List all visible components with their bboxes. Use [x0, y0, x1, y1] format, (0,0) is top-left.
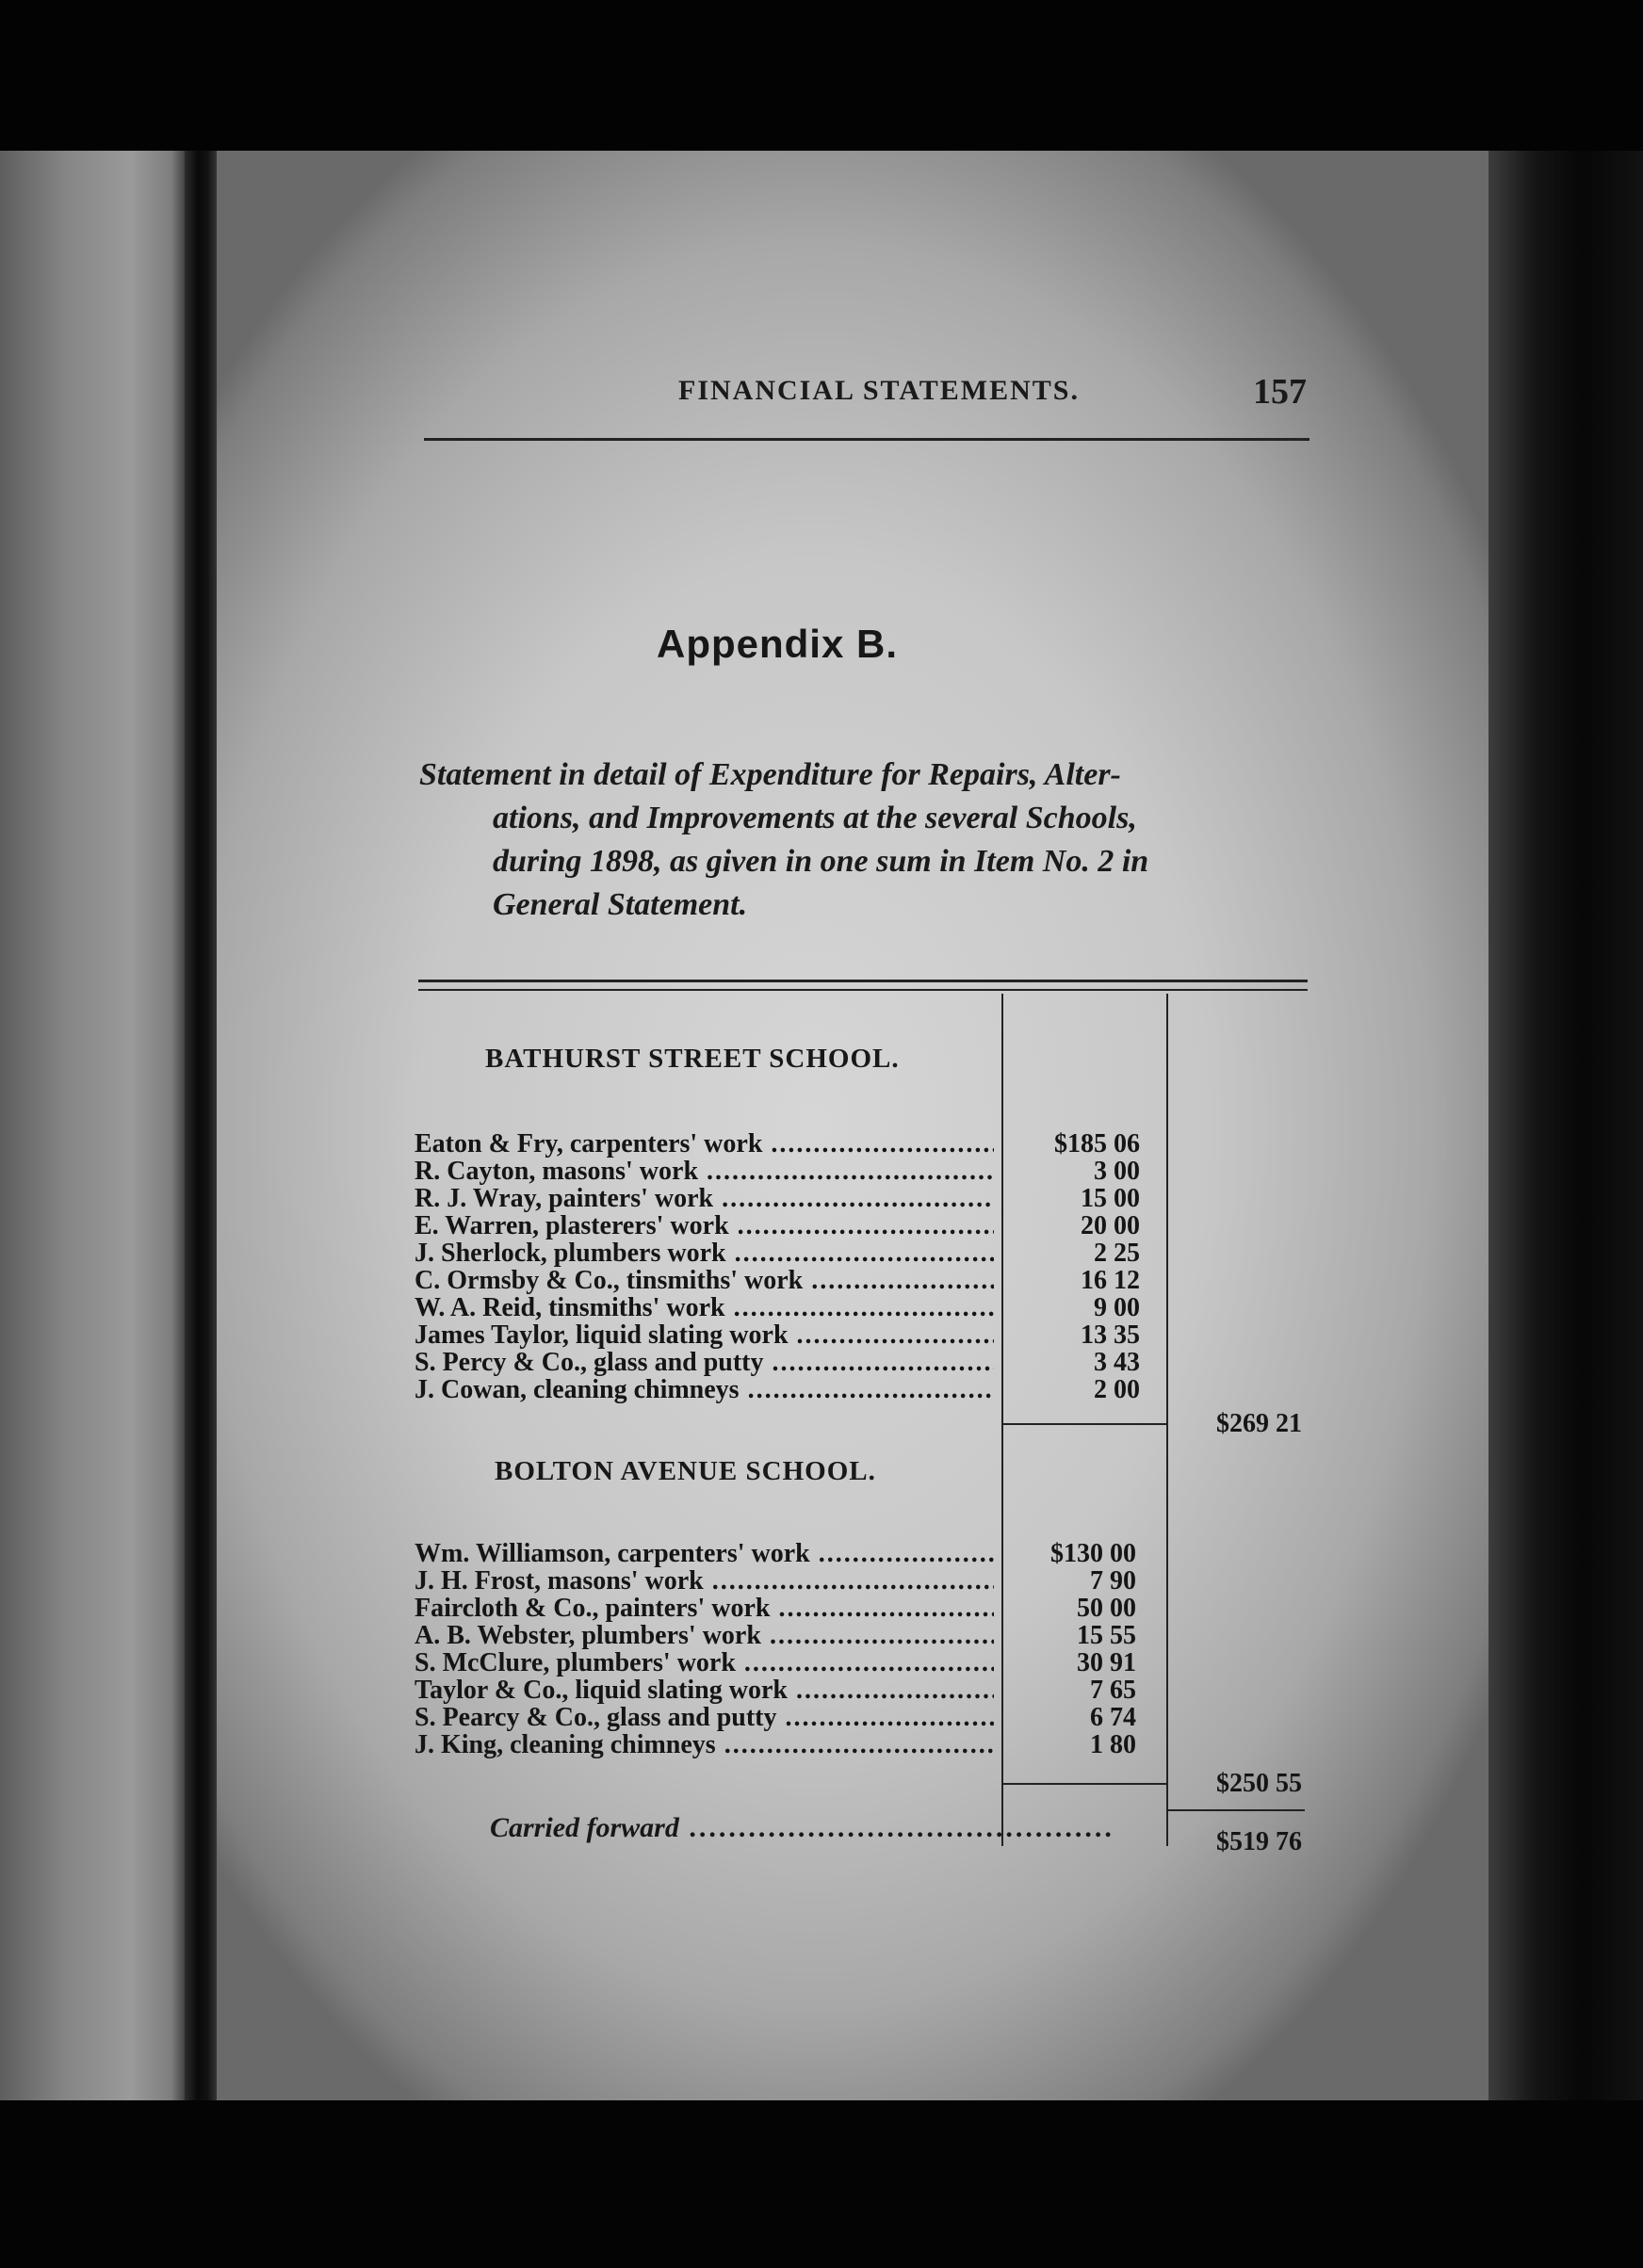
table-row-label: S. Percy & Co., glass and putty ..... — [415, 1349, 994, 1376]
table-row-label: Wm. Williamson, carpenters' work ..... — [415, 1540, 994, 1567]
table-row-amount: 6 74 — [1090, 1703, 1136, 1732]
table-top-rule — [418, 980, 1308, 982]
table-row-label: J. H. Frost, masons' work ..... — [415, 1567, 994, 1595]
scan-right-edge — [1488, 151, 1643, 2100]
table-row-label: J. King, cleaning chimneys ..... — [415, 1731, 994, 1758]
subtotal-rule-1 — [1001, 1423, 1168, 1425]
table-row-amount: 7 90 — [1090, 1566, 1136, 1596]
appendix-title: Appendix B. — [656, 622, 898, 666]
table-row-label: Taylor & Co., liquid slating work ..... — [415, 1677, 994, 1704]
table-row-amount: 2 00 — [1094, 1375, 1140, 1404]
table-row-label: Eaton & Fry, carpenters' work ..... — [415, 1130, 994, 1158]
scan-bottom-margin — [0, 2100, 1643, 2268]
scan-top-margin — [0, 0, 1643, 151]
facing-page — [0, 151, 187, 2100]
table-row-label: C. Ormsby & Co., tinsmiths' work ..... — [415, 1267, 994, 1294]
table-row-amount: 50 00 — [1077, 1594, 1136, 1623]
table-row-label: A. B. Webster, plumbers' work ..... — [415, 1622, 994, 1649]
intro-paragraph — [419, 753, 1314, 927]
table-row-label: R. J. Wray, painters' work ..... — [415, 1185, 994, 1212]
table-row-amount: 15 55 — [1077, 1621, 1136, 1650]
section-title-bathurst: BATHURST STREET SCHOOL. — [485, 1044, 900, 1074]
intro-line-2: ations, and Improvements at the several Schools, — [493, 801, 1137, 835]
page-sheet — [217, 151, 1488, 2100]
header-rule — [424, 438, 1310, 441]
section-title-bolton: BOLTON AVENUE SCHOOL. — [495, 1456, 876, 1486]
running-title: FINANCIAL STATEMENTS. — [678, 375, 1080, 406]
table-row-amount: 30 91 — [1077, 1648, 1136, 1677]
carried-forward-amount: $519 76 — [1216, 1827, 1302, 1856]
table-row-label: Faircloth & Co., painters' work ..... — [415, 1595, 994, 1622]
table-row-label: S. McClure, plumbers' work ..... — [415, 1649, 994, 1677]
table-row-amount: 2 25 — [1094, 1239, 1140, 1268]
table-row-amount: 16 12 — [1081, 1266, 1140, 1295]
table-row-amount: 3 00 — [1094, 1157, 1140, 1186]
table-top-rule-2 — [418, 989, 1308, 991]
table-row-label: James Taylor, liquid slating work ..... — [415, 1321, 994, 1349]
table-row-label: J. Cowan, cleaning chimneys ..... — [415, 1376, 994, 1403]
table-row-amount: $130 00 — [1050, 1539, 1136, 1568]
table-row-label: E. Warren, plasterers' work ..... — [415, 1212, 994, 1239]
table-row-amount: 20 00 — [1081, 1211, 1140, 1240]
table-row-label: S. Pearcy & Co., glass and putty ..... — [415, 1704, 994, 1731]
table-row-amount: 7 65 — [1090, 1676, 1136, 1705]
table-row-amount: 3 43 — [1094, 1348, 1140, 1377]
intro-line-3: during 1898, as given in one sum in Item No. 2 in — [493, 844, 1149, 879]
total-rule — [1168, 1809, 1305, 1811]
table-row-label: W. A. Reid, tinsmiths' work ..... — [415, 1294, 994, 1321]
page-number: 157 — [1253, 372, 1307, 412]
table-row-amount: 13 35 — [1081, 1320, 1140, 1350]
carried-forward-label: Carried forward ..... — [490, 1812, 1112, 1844]
table-row-amount: 9 00 — [1094, 1293, 1140, 1322]
table-row-amount: 15 00 — [1081, 1184, 1140, 1213]
book-gutter — [185, 151, 217, 2100]
intro-line-1: Statement in detail of Expenditure for Repairs, Alter- — [419, 757, 1121, 792]
table-row-label: J. Sherlock, plumbers work ..... — [415, 1239, 994, 1267]
table-row-amount: 1 80 — [1090, 1730, 1136, 1759]
subtotal-rule-2 — [1001, 1783, 1168, 1785]
section-total-bathurst: $269 21 — [1216, 1409, 1302, 1438]
table-row-amount: $185 06 — [1054, 1129, 1140, 1158]
table-row-label: R. Cayton, masons' work ..... — [415, 1158, 994, 1185]
section-total-bolton: $250 55 — [1216, 1769, 1302, 1798]
intro-line-4: General Statement. — [493, 887, 748, 922]
